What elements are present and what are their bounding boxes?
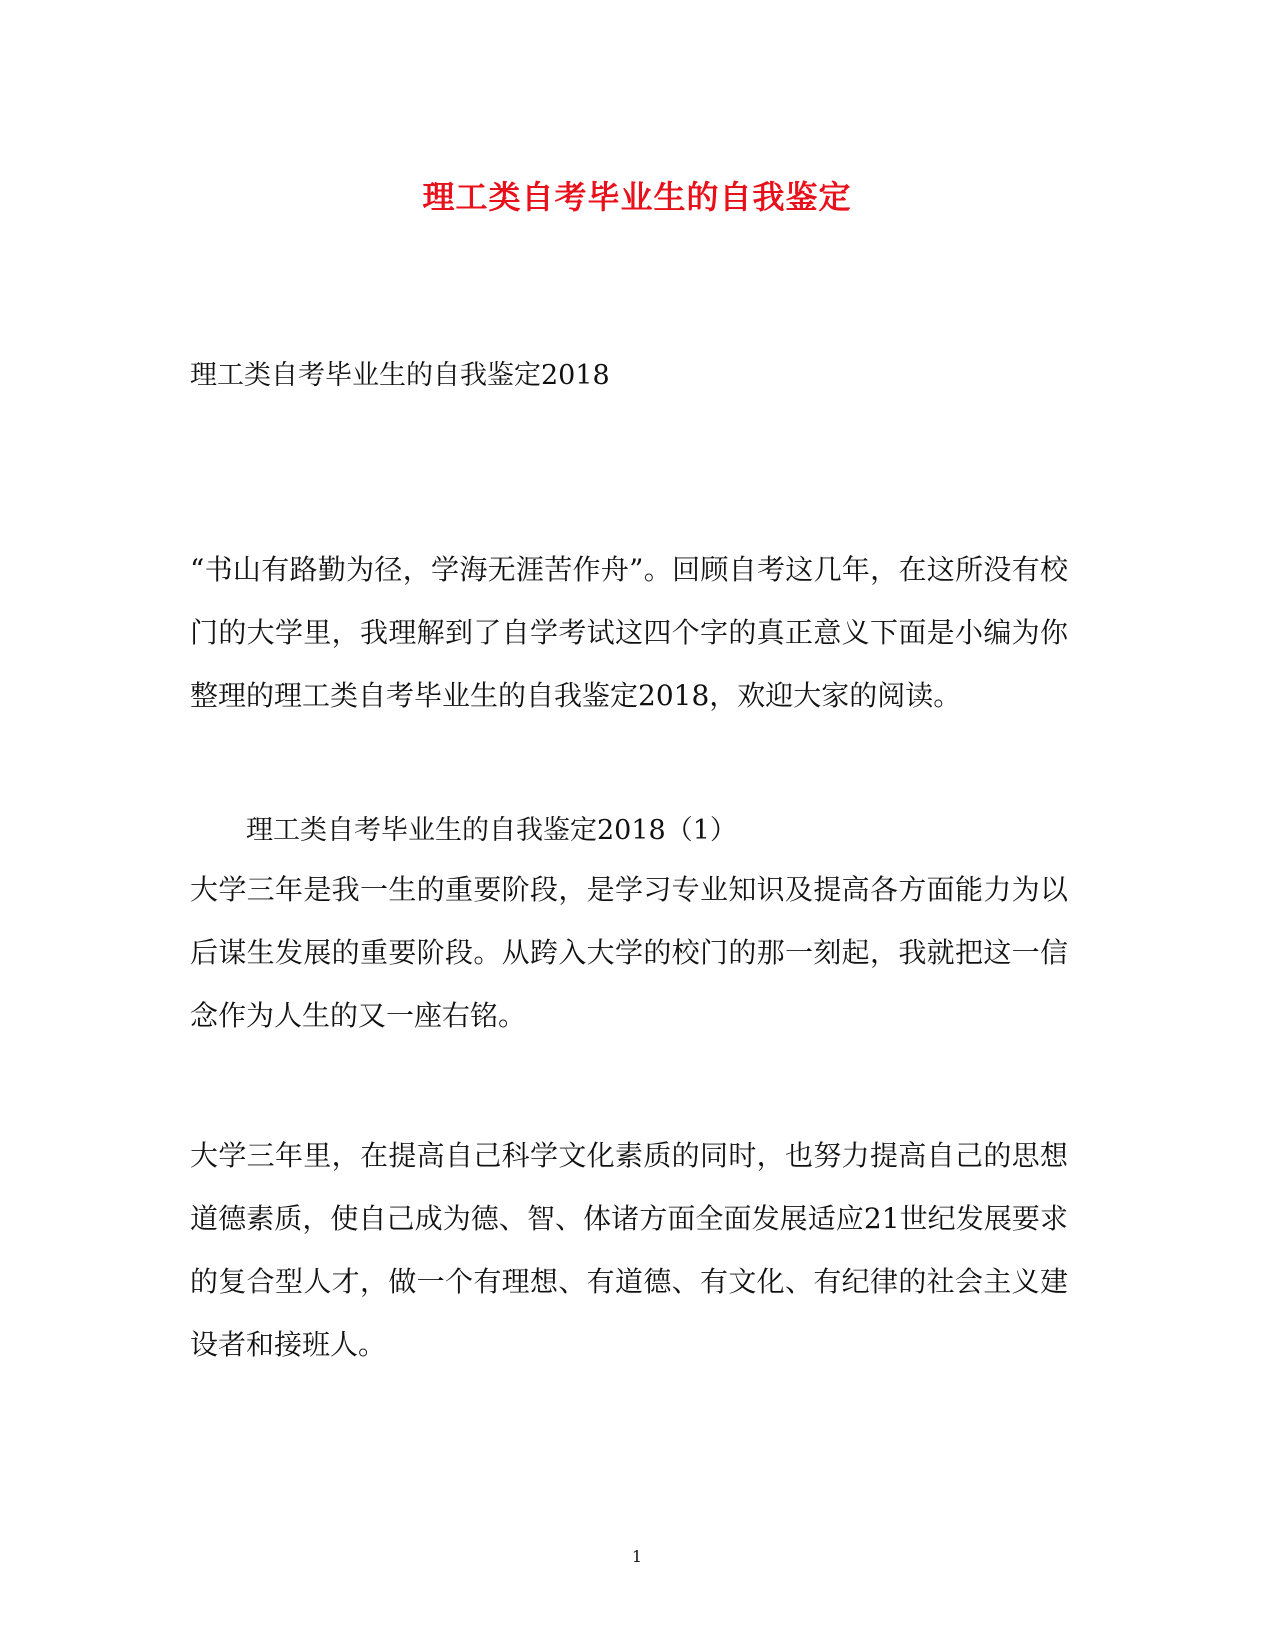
- document-subtitle: 理工类自考毕业生的自我鉴定2018: [190, 360, 610, 391]
- body-paragraph-3: 大学三年里，在提高自己科学文化素质的同时，也努力提高自己的思想道德素质，使自己成为德、智、体诸方面全面发展适应21世纪发展要求的复合型人才，做一个有理想、有道德、有文化、有纪律的社会主义建设者和接班人。: [190, 1139, 1068, 1361]
- section-heading: 理工类自考毕业生的自我鉴定2018（1）: [246, 815, 737, 846]
- document-title: 理工类自考毕业生的自我鉴定: [422, 178, 852, 216]
- body-paragraph-2: 大学三年是我一生的重要阶段，是学习专业知识及提高各方面能力为以后谋生发展的重要阶段。从跨入大学的校门的那一刻起，我就把这一信念作为人生的又一座右铭。: [190, 873, 1068, 1032]
- intro-paragraph: “书山有路勤为径，学海无涯苦作舟”。回顾自考这几年，在这所没有校门的大学里，我理解到了自学考试这四个字的真正意义下面是小编为你整理的理工类自考毕业生的自我鉴定2018，欢迎大家的阅读。: [190, 553, 1068, 712]
- page-number: 1: [631, 1547, 643, 1566]
